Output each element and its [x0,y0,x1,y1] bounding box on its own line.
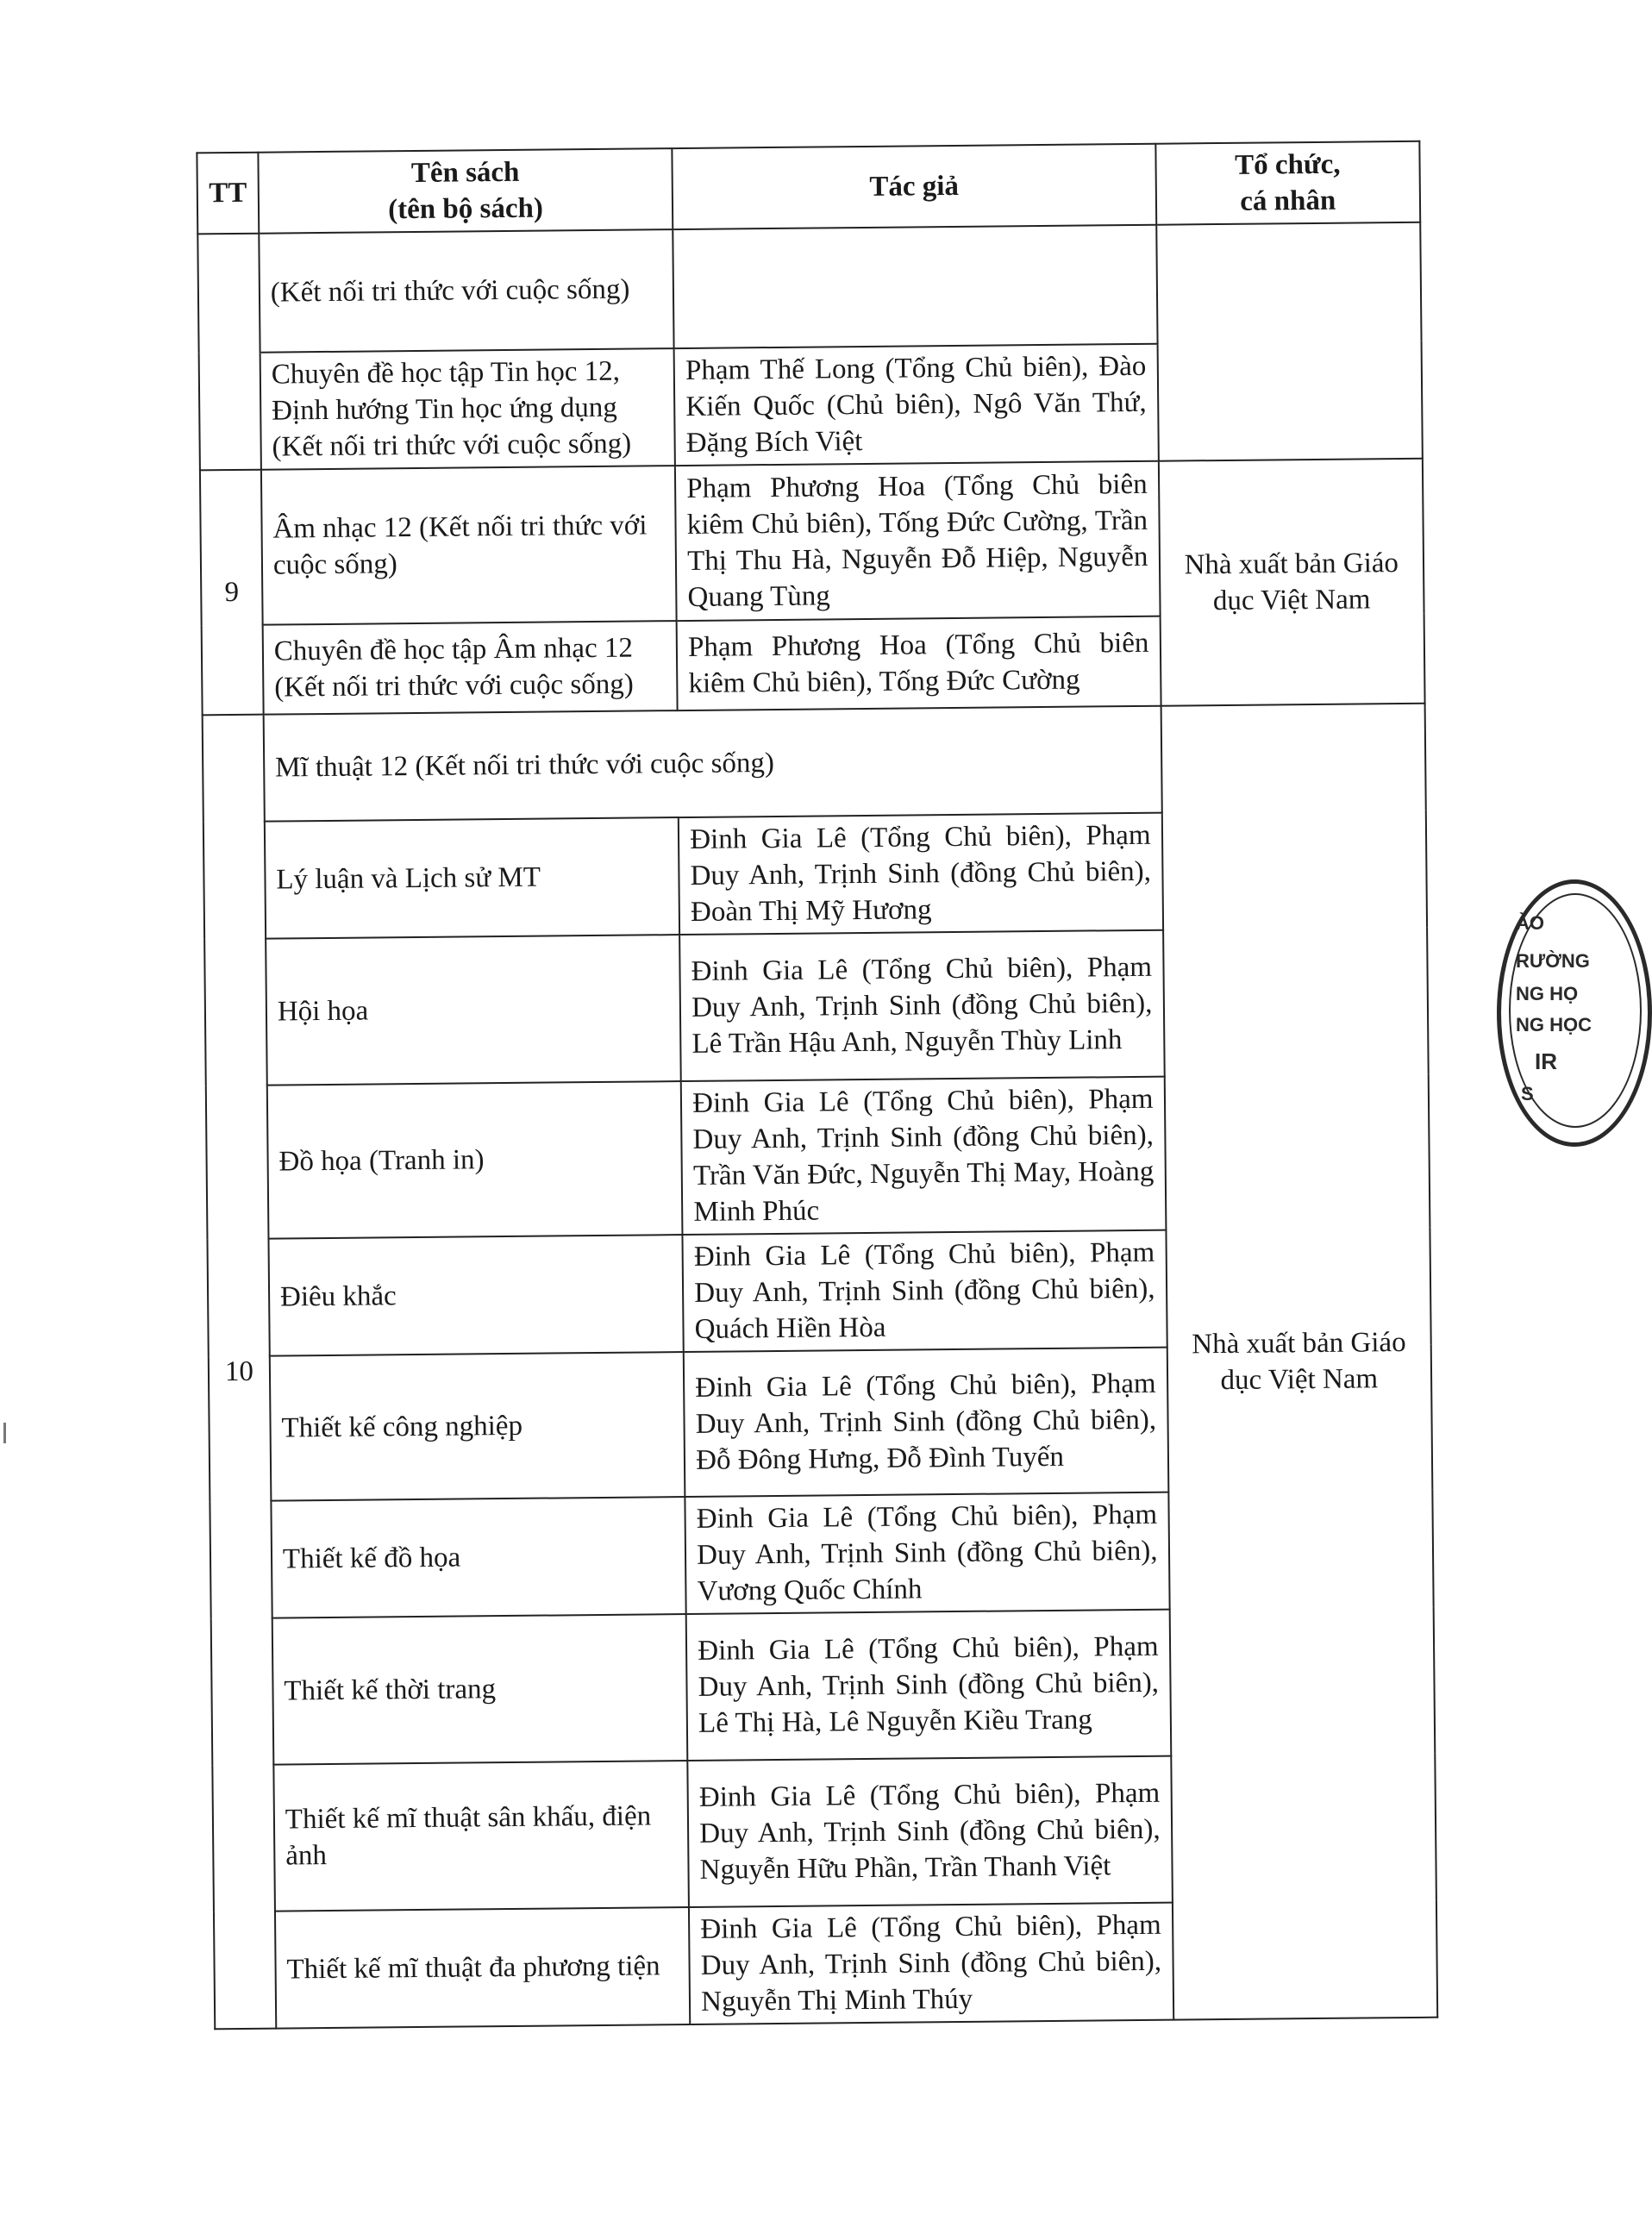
table-row [203,704,1426,823]
cell-author: Đinh Gia Lê (Tổng Chủ biên), Phạm Duy Anh, Trịnh Sinh (đồng Chủ biên), Nguyễn Hữu Phần, Trần Thanh Việt [687,1756,1172,1907]
header-org [1155,141,1420,225]
cell-title: Thiết kế đồ họa [271,1497,686,1618]
cell-title: Âm nhạc 12 (Kết nối tri thức với cuộc sống) [261,466,677,625]
cell-author: Đinh Gia Lê (Tổng Chủ biên), Phạm Duy Anh, Trịnh Sinh (đồng Chủ biên), Lê Trần Hậu Anh, Nguyễn Thùy Linh [679,930,1164,1081]
cell-tt: 9 [200,470,264,716]
cell-title: Thiết kế công nghiệp [270,1352,685,1501]
cell-title: Thiết kế thời trang [272,1614,688,1765]
cell-author: Đinh Gia Lê (Tổng Chủ biên), Phạm Duy Anh, Trịnh Sinh (đồng Chủ biên), Đỗ Đông Hưng, Đỗ Đình Tuyến [684,1348,1168,1497]
cell-author: Đinh Gia Lê (Tổng Chủ biên), Phạm Duy Anh, Trịnh Sinh (đồng Chủ biên), Quách Hiền Hòa [683,1230,1167,1352]
header-org-line1: Tổ chức, [1234,148,1341,181]
seal-text: S [1521,1083,1534,1104]
official-seal-fragment [1490,879,1592,1138]
cell-author: Đinh Gia Lê (Tổng Chủ biên), Phạm Duy Anh, Trịnh Sinh (đồng Chủ biên), Trần Văn Đức, Nguyễn Thị May, Hoàng Minh Phúc [681,1077,1166,1235]
header-title-line1: Tên sách [410,156,520,190]
cell-author: Đinh Gia Lê (Tổng Chủ biên), Phạm Duy Anh, Trịnh Sinh (đồng Chủ biên), Lê Thị Hà, Lê Nguyễn Kiều Trang [686,1610,1171,1761]
textbook-table [196,141,1438,2030]
cell-tt: 10 [203,715,277,2030]
header-tt: TT [197,153,259,235]
cell-tt [197,234,260,354]
cell-org [1156,222,1423,461]
cell-author [673,225,1157,348]
cell-title: Lý luận và Lịch sử MT [265,817,680,939]
cell-title: (Kết nối tri thức với cuộc sống) [259,229,674,353]
header-org-line2: cá nhân [1240,185,1336,217]
table-header-row [197,141,1420,235]
cell-title: Hội họa [266,935,681,1086]
seal-text: RƯỜNG [1516,950,1590,972]
header-title-line2: (tên bộ sách) [388,192,544,226]
cell-title: Chuyên đề học tập Tin học 12, Định hướng Tin học ứng dụng (Kết nối tri thức với cuộc sống) [260,348,675,470]
table-row [197,222,1421,354]
cell-tt [199,353,261,471]
cell-title: Thiết kế mĩ thuật đa phương tiện [275,1907,691,2029]
header-author: Tác giả [673,144,1156,229]
cell-title: Thiết kế mĩ thuật sân khấu, điện ảnh [273,1761,689,1912]
cell-title: Mĩ thuật 12 (Kết nối tri thức với cuộc sống) [264,706,1162,822]
table-row [200,459,1424,626]
cell-title: Đồ họa (Tranh in) [267,1081,683,1239]
seal-text: NG HỌC [1516,1014,1592,1036]
seal-text: IR [1535,1048,1557,1074]
scan-edge-mark [3,1423,6,1443]
seal-text: NG HỌ [1516,983,1579,1004]
cell-author: Đinh Gia Lê (Tổng Chủ biên), Phạm Duy Anh, Trịnh Sinh (đồng Chủ biên), Đoàn Thị Mỹ Hương [679,813,1163,935]
cell-author: Phạm Thế Long (Tổng Chủ biên), Đào Kiến Quốc (Chủ biên), Ngô Văn Thứ, Đặng Bích Việt [674,344,1159,466]
cell-title: Chuyên đề học tập Âm nhạc 12 (Kết nối tri thức với cuộc sống) [263,621,678,715]
seal-text: ÀO [1516,912,1544,934]
header-title [258,148,673,234]
cell-author: Phạm Phương Hoa (Tổng Chủ biên kiêm Chủ biên), Tống Đức Cường, Trần Thị Thu Hà, Nguyễn Đỗ Hiệp, Nguyễn Quang Tùng [675,461,1160,621]
cell-author: Phạm Phương Hoa (Tổng Chủ biên kiêm Chủ biên), Tống Đức Cường [677,616,1161,710]
cell-org: Nhà xuất bản Giáo dục Việt Nam [1158,459,1424,706]
cell-author: Đinh Gia Lê (Tổng Chủ biên), Phạm Duy Anh, Trịnh Sinh (đồng Chủ biên), Vương Quốc Chính [685,1492,1170,1614]
cell-title: Điêu khắc [268,1235,684,1356]
cell-org: Nhà xuất bản Giáo dục Việt Nam [1161,704,1437,2020]
cell-author: Đinh Gia Lê (Tổng Chủ biên), Phạm Duy Anh, Trịnh Sinh (đồng Chủ biên), Nguyễn Thị Minh Thúy [689,1903,1173,2024]
